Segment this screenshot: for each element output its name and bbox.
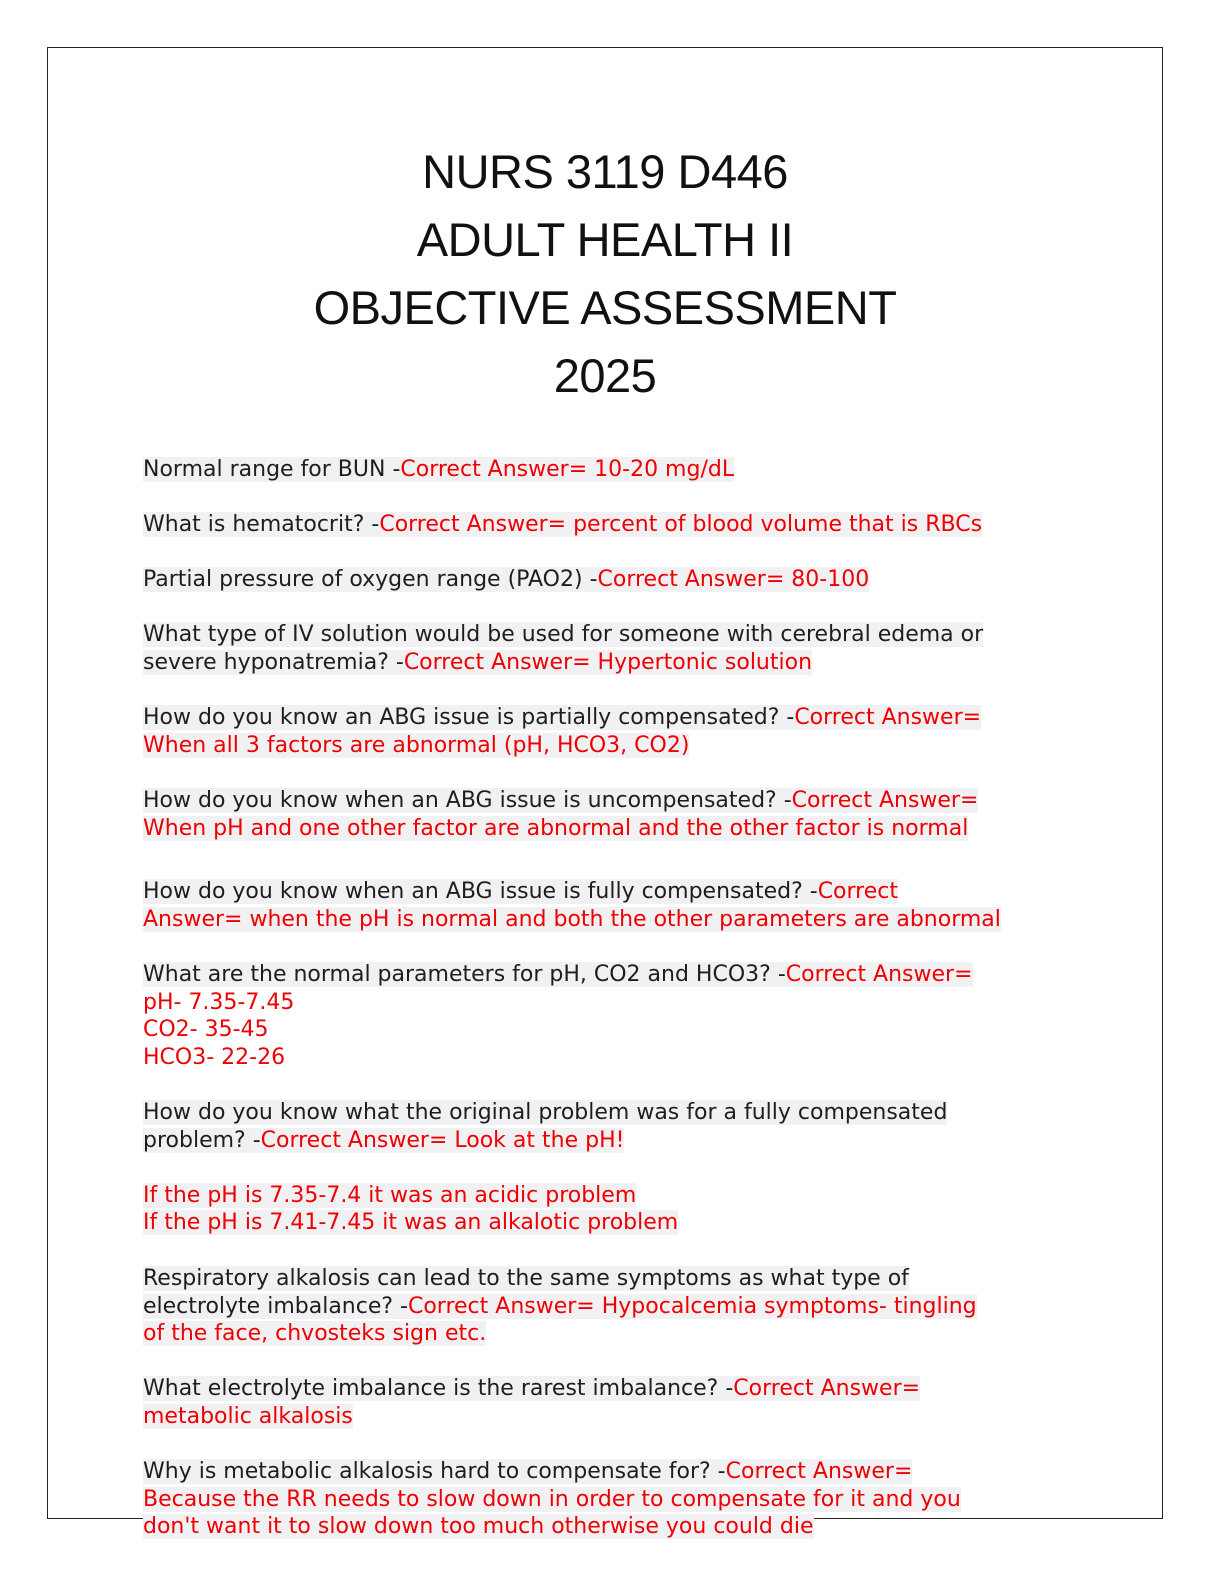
answer-text: When pH and one other factor are abnormal and the other factor is normal	[143, 815, 969, 841]
qa-item-partially-compensated	[143, 704, 1083, 759]
question-text: Why is metabolic alkalosis hard to compensate for? -	[143, 1459, 726, 1484]
title-assessment: OBJECTIVE ASSESSMENT	[313, 281, 897, 334]
answer-text: Correct Answer= 80-100	[597, 567, 870, 592]
question-text: Respiratory alkalosis can lead to the same symptoms as what type of	[143, 1266, 909, 1291]
qa-item-respiratory-alkalosis	[143, 1265, 1083, 1348]
qa-item-fully-compensated	[143, 878, 1083, 933]
qa-item-bun	[143, 456, 1083, 484]
question-text: Partial pressure of oxygen range (PAO2) -	[143, 567, 598, 592]
answer-text: pH- 7.35-7.45	[143, 989, 295, 1015]
answer-text: Answer= when the pH is normal and both the other parameters are abnormal	[143, 906, 1001, 932]
question-text: electrolyte imbalance? -	[143, 1293, 408, 1319]
qa-item-uncompensated	[143, 787, 1083, 842]
question-text: What is hematocrit? -	[143, 512, 380, 537]
answer-text: Correct	[817, 879, 898, 904]
question-text: How do you know what the original problem was for a fully compensated	[143, 1100, 948, 1125]
answer-text: CO2- 35-45	[143, 1017, 269, 1042]
answer-text: Correct Answer= Look at the pH!	[260, 1127, 625, 1153]
question-text: How do you know when an ABG issue is uncompensated? -	[143, 788, 792, 813]
question-text: How do you know an ABG issue is partially compensated? -	[143, 705, 795, 730]
qa-item-iv-solution	[143, 621, 1083, 676]
answer-text: don't want it to slow down too much otherwise you could die	[143, 1514, 814, 1539]
question-text: What type of IV solution would be used for someone with cerebral edema or	[143, 622, 984, 647]
answer-text: When all 3 factors are abnormal (pH, HCO3, CO2)	[143, 732, 690, 758]
answer-text: Correct Answer=	[794, 705, 982, 730]
answer-text: Correct Answer= 10-20 mg/dL	[400, 457, 735, 482]
answer-text: Correct Answer=	[785, 962, 973, 987]
answer-text: of the face, chvosteks sign etc.	[143, 1321, 487, 1346]
qa-item-normal-parameters	[143, 961, 1083, 1071]
title-course-name: ADULT HEALTH II	[416, 213, 794, 266]
question-text: severe hyponatremia? -	[143, 649, 404, 675]
qa-item-original-problem	[143, 1099, 1083, 1237]
answer-text: Correct Answer=	[791, 788, 979, 813]
question-text: problem? -	[143, 1127, 261, 1153]
answer-text: metabolic alkalosis	[143, 1403, 353, 1429]
answer-text: Correct Answer= Hypocalcemia symptoms- tingling	[407, 1293, 977, 1319]
answer-text: Correct Answer= Hypertonic solution	[403, 649, 813, 675]
question-text: How do you know when an ABG issue is fully compensated? -	[143, 879, 818, 904]
qa-item-hematocrit	[143, 511, 1083, 539]
answer-text: If the pH is 7.41-7.45 it was an alkalotic problem	[143, 1210, 679, 1235]
answer-text: HCO3- 22-26	[143, 1044, 286, 1070]
answer-text: Because the RR needs to slow down in order to compensate for it and you	[143, 1486, 961, 1512]
title-year: 2025	[553, 349, 657, 402]
answer-text: Correct Answer=	[725, 1459, 913, 1484]
document-title	[47, 138, 1163, 410]
answer-text: Correct Answer= percent of blood volume that is RBCs	[379, 512, 983, 537]
answer-text: Correct Answer=	[733, 1376, 921, 1401]
question-text: Normal range for BUN -	[143, 457, 401, 482]
question-text: What electrolyte imbalance is the rarest imbalance? -	[143, 1376, 734, 1401]
qa-item-metabolic-alkalosis	[143, 1458, 1083, 1541]
question-text: What are the normal parameters for pH, CO2 and HCO3? -	[143, 962, 786, 987]
qa-item-pao2	[143, 566, 1083, 594]
qa-item-rarest-imbalance	[143, 1375, 1083, 1430]
answer-text: If the pH is 7.35-7.4 it was an acidic problem	[143, 1182, 637, 1208]
title-course-code: NURS 3119 D446	[422, 145, 788, 198]
